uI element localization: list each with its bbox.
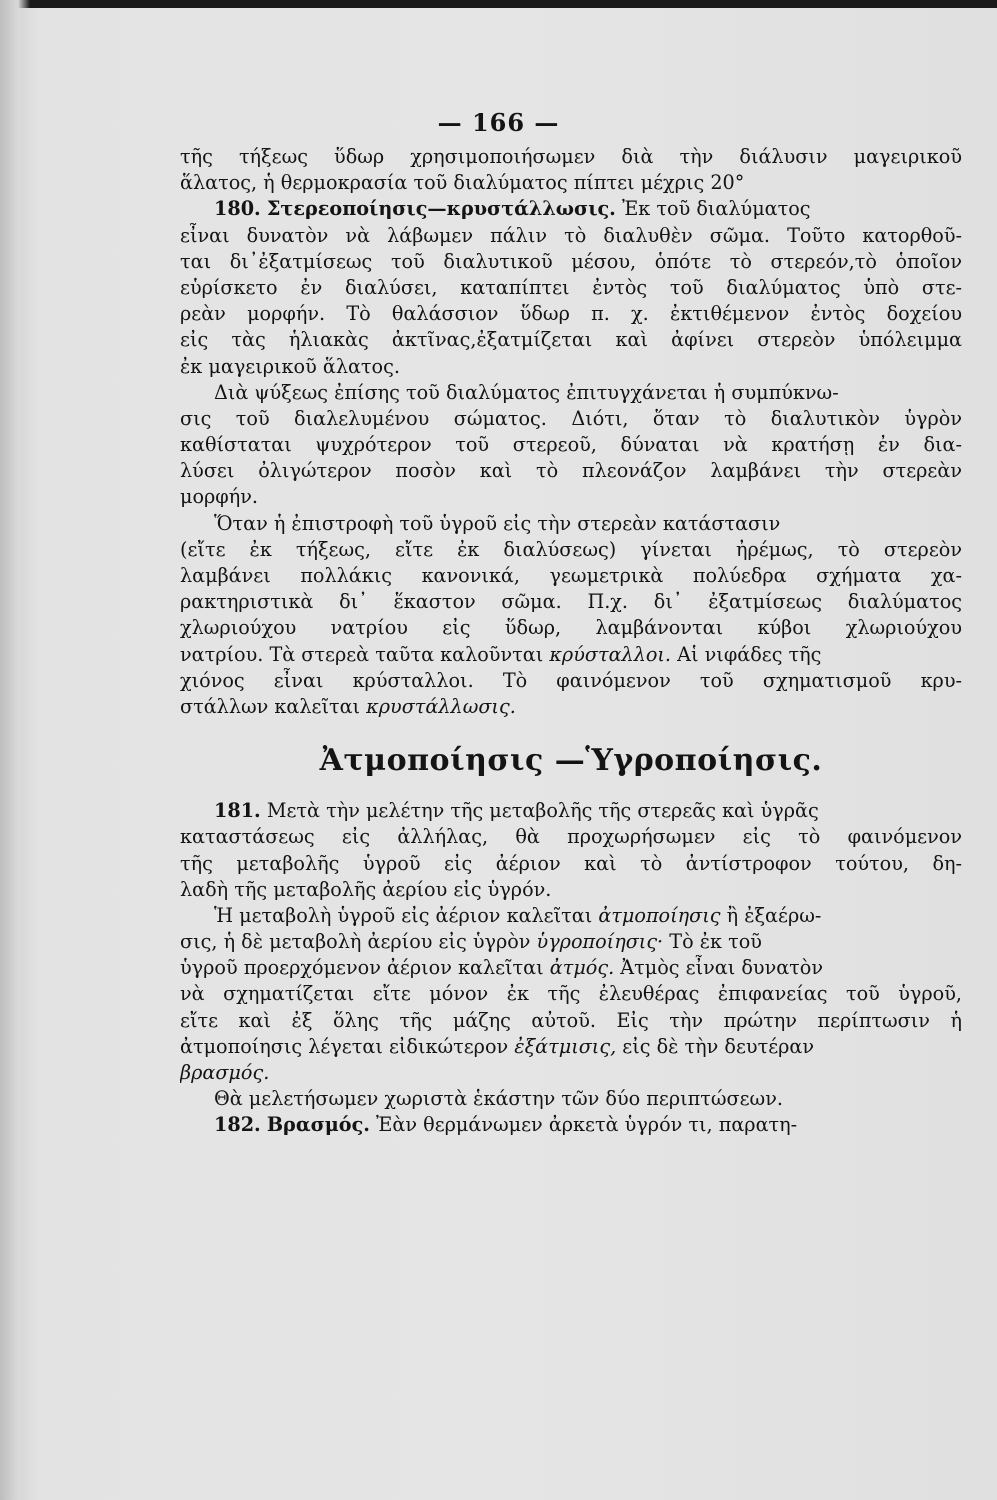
term-evaporation: ἐξάτμισις, — [514, 1034, 617, 1058]
text-fragment: ὑγροῦ προερχόμενον ἀέριον καλεῖται — [180, 956, 550, 980]
text-line — [180, 929, 962, 955]
text-line: λύσει ὀλιγώτερον ποσὸν καὶ τὸ πλεονάζον λαμβάνει τὴν στερεὰν — [180, 459, 962, 483]
text-line — [180, 642, 962, 668]
text-line: ἅλατος, ἡ θερμοκρασία τοῦ διαλύματος πίπτει μέχρις 20° — [180, 171, 745, 195]
text-line: ρακτηριστικὰ δι᾽ ἕκαστον σῶμα. Π.χ. δι᾽ ἐξατμίσεως διαλύματος — [180, 590, 962, 614]
term-liquefaction: ὑγροποίησις· — [536, 930, 664, 954]
text-line: λαμβάνει πολλάκις κανονικά, γεωμετρικὰ πολύεδρα σχήματα χα- — [180, 564, 962, 587]
text-line: εἰς τὰς ἡλιακὰς ἀκτῖνας,ἐξατμίζεται καὶ ἀφίνει στερεὸν ὑπόλειμμα — [180, 328, 962, 352]
text-line: νὰ σχηματίζεται εἴτε μόνον ἐκ τῆς ἐλευθέρας ἐπιφανείας τοῦ ὑγροῦ, — [180, 982, 962, 1006]
text-fragment: σις, ἡ δὲ μεταβολὴ ἀερίου εἰς ὑγρὸν — [180, 930, 537, 954]
section-181-line — [180, 798, 962, 824]
text-fragment: Ἐὰν θερμάνωμεν ἀρκετὰ ὑγρόν τι, παρατη- — [369, 1113, 798, 1137]
text-fragment: Αἱ νιφάδες τῆς — [671, 642, 822, 666]
text-fragment: νατρίου. Τὰ στερεὰ ταῦτα καλοῦνται — [180, 642, 550, 666]
term-vapor: ἀτμός. — [549, 956, 615, 980]
text-fragment: ἢ ἐξαέρω- — [720, 903, 822, 927]
text-fragment: εἰς δὲ τὴν δευτέραν — [616, 1034, 815, 1058]
text-line — [180, 955, 962, 981]
text-fragment: Ἀτμὸς εἶναι δυνατὸν — [614, 956, 824, 980]
text-line: λαδὴ τῆς μεταβολῆς ἀερίου εἰς ὑγρόν. — [180, 877, 552, 901]
section-title: Βρασμός. — [266, 1113, 370, 1137]
term-crystals: κρύσταλλοι. — [549, 642, 672, 666]
text-line: ἐκ μαγειρικοῦ ἅλατος. — [180, 354, 400, 378]
text-line: καθίσταται ψυχρότερον τοῦ στερεοῦ, δύναται νὰ κρατήσῃ ἐν δια- — [180, 433, 962, 457]
section-180-heading-line — [180, 196, 962, 222]
text-line: Διὰ ψύξεως ἐπίσης τοῦ διαλύματος ἐπιτυγχάνεται ἡ συμπύκνω- — [214, 380, 839, 404]
text-line: εἴτε καὶ ἐξ ὅλης τῆς μάζης αὐτοῦ. Εἰς τὴν πρώτην περίπτωσιν ἡ — [180, 1008, 962, 1032]
text-line — [180, 1034, 962, 1060]
text-fragment: Ἡ μεταβολὴ ὑγροῦ εἰς ἀέριον καλεῖται — [214, 903, 599, 927]
text-line: Θὰ μελετήσωμεν χωριστὰ ἑκάστην τῶν δύο περιπτώσεων. — [214, 1087, 783, 1111]
chapter-heading: Ἀτμοποίησις —Ὑγροποίησις. — [319, 743, 823, 779]
text-fragment: Ἐκ τοῦ διαλύματος — [615, 197, 811, 221]
text-line: σις τοῦ διαλελυμένου σώματος. Διότι, ὅταν τὸ διαλυτικὸν ὑγρὸν — [180, 406, 962, 430]
text-line: (εἴτε ἐκ τήξεως, εἴτε ἐκ διαλύσεως) γίνεται ἠρέμως, τὸ στερεὸν — [180, 537, 962, 561]
text-line: μορφήν. — [180, 485, 258, 509]
scan-top-edge — [0, 0, 997, 8]
section-number: 181. — [214, 799, 261, 823]
text-fragment: ἀτμοποίησις λέγεται εἰδικώτερον — [180, 1034, 515, 1058]
page-number: — 166 — — [437, 108, 560, 137]
text-line: τῆς μεταβολῆς ὑγροῦ εἰς ἀέριον καὶ τὸ ἀντίστροφον τούτου, δη- — [180, 851, 962, 875]
text-line: τῆς τήξεως ὕδωρ χρησιμοποιήσωμεν διὰ τὴν διάλυσιν μαγειρικοῦ — [180, 145, 962, 168]
text-fragment: στάλλων καλεῖται — [180, 694, 367, 718]
term-crystallization: κρυστάλλωσις. — [366, 694, 516, 718]
text-line: ρεὰν μορφήν. Τὸ θαλάσσιον ὕδωρ π. χ. ἐκτιθέμενον ἐντὸς δοχείου — [180, 302, 962, 326]
section-title: Στερεοποίησις—κρυστάλλωσις. — [266, 197, 616, 221]
term-vaporization: ἀτμοποίησις — [598, 903, 721, 927]
text-line: ται δι᾽ἐξατμίσεως τοῦ διαλυτικοῦ μέσου, ὁπότε τὸ στερεόν,τὸ ὁποῖον — [180, 249, 962, 273]
text-line: εὑρίσκετο ἐν διαλύσει, καταπίπτει ἐντὸς τοῦ διαλύματος ὑπὸ στε- — [180, 275, 962, 299]
text-fragment: Μετὰ τὴν μελέτην τῆς μεταβολῆς τῆς στερεᾶς καὶ ὑγρᾶς — [260, 799, 819, 823]
text-line: χιόνος εἶναι κρύσταλλοι. Τὸ φαινόμενον τοῦ σχηματισμοῦ κρυ- — [180, 668, 962, 692]
section-number: 180. — [214, 197, 261, 221]
text-line: Ὅταν ἡ ἐπιστροφὴ τοῦ ὑγροῦ εἰς τὴν στερεὰν κατάστασιν — [214, 511, 781, 535]
page-body — [180, 144, 962, 1139]
text-line — [180, 694, 962, 720]
text-fragment: Τὸ ἐκ τοῦ — [663, 930, 762, 954]
binding-shadow — [0, 0, 30, 1500]
text-line: χλωριούχου νατρίου εἰς ὕδωρ, λαμβάνονται κύβοι χλωριούχου — [180, 616, 962, 640]
text-line — [180, 903, 962, 929]
text-line: καταστάσεως εἰς ἀλλήλας, θὰ προχωρήσωμεν εἰς τὸ φαινόμενον — [180, 825, 962, 849]
section-182-line — [180, 1112, 962, 1138]
term-boiling: βρασμός. — [180, 1061, 270, 1084]
text-line: εἶναι δυνατὸν νὰ λάβωμεν πάλιν τὸ διαλυθὲν σῶμα. Τοῦτο κατορθοῦ- — [180, 223, 962, 247]
section-number: 182. — [214, 1113, 261, 1137]
